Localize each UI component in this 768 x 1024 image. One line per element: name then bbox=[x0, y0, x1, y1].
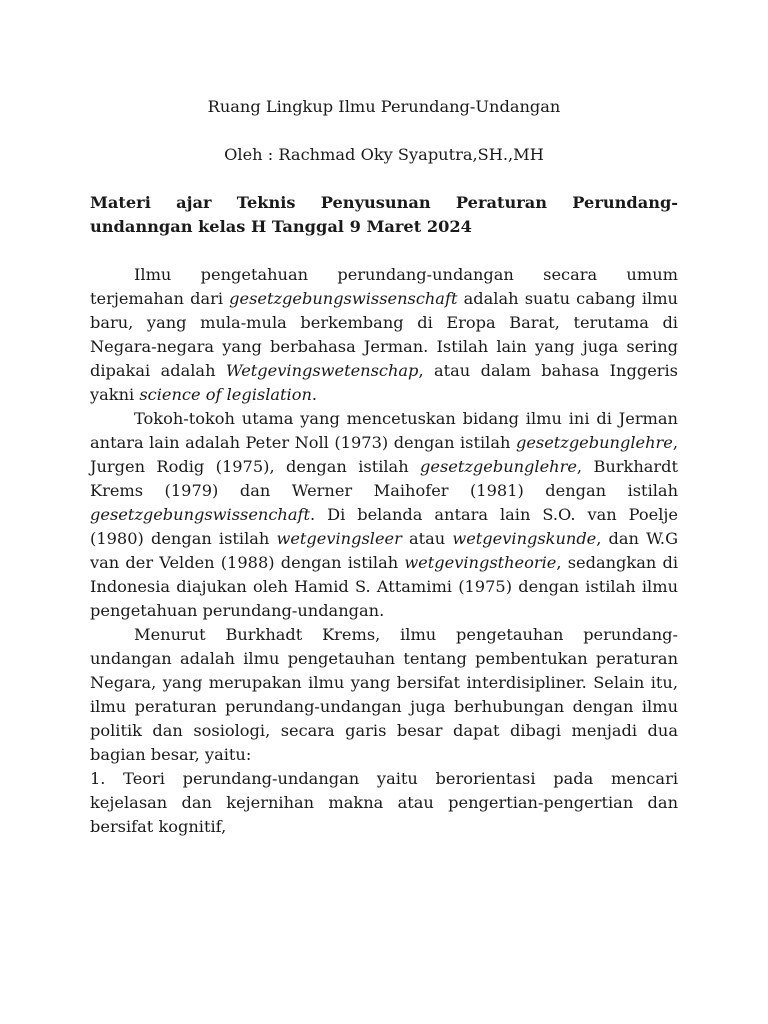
text-run: atau bbox=[401, 529, 453, 548]
italic-term: gesetzgebungswissenschaft bbox=[229, 289, 458, 308]
text-run: , Jurgen Rodig (1975), dengan istilah bbox=[90, 433, 678, 476]
text-run: Menurut Burkhadt Krems, ilmu pengetauhan perundang-undangan adalah ilmu pengetauhan tentang pembentukan peraturan Negara, yang merupakan ilmu yang bersifat interdisipliner. Selain itu, ilmu peraturan perundang-undangan juga berhubungan dengan ilmu politik dan sosiologi, secara garis besar dapat dibagi menjadi dua bagian besar, yaitu: bbox=[90, 625, 678, 764]
italic-term: wetgevingsleer bbox=[276, 529, 402, 548]
document-title: Ruang Lingkup Ilmu Perundang-Undangan bbox=[207, 97, 561, 116]
paragraph-3 bbox=[90, 623, 678, 767]
italic-term: Wetgevingswetenschap bbox=[225, 361, 419, 380]
text-run: , dan W.G van der Velden (1988) dengan istilah bbox=[90, 529, 679, 572]
list-item-1: 1. Teori perundang-undangan yaitu berorientasi pada mencari kejelasan dan kejernihan makna atau pengertian-pengertian dan bersifat kognitif, bbox=[90, 769, 678, 836]
text-run: adalah suatu cabang ilmu baru, yang mula-mula berkembang di Eropa Barat, terutama di Negara-negara yang berbahasa Jerman. Istilah lain yang juga sering dipakai adalah bbox=[90, 289, 678, 380]
italic-term: science of legislation bbox=[139, 385, 312, 404]
italic-term: gesetzgebungswissenchaft bbox=[90, 505, 310, 524]
text-run: Tokoh-tokoh utama yang mencetuskan bidang ilmu ini di Jerman antara lain adalah Peter Noll (1973) dengan istilah bbox=[90, 409, 678, 452]
text-run: . bbox=[311, 385, 318, 404]
text-run: , atau dalam bahasa Inggeris yakni bbox=[90, 361, 678, 404]
document-subject: Materi ajar Teknis Penyusunan Peraturan Perundang-undanngan kelas H Tanggal 9 Maret 2024 bbox=[90, 193, 678, 236]
italic-term: gesetzgebunglehre bbox=[420, 457, 577, 476]
italic-term: gesetzgebunglehre bbox=[515, 433, 673, 452]
italic-term: wetgevingstheorie bbox=[404, 553, 557, 572]
paragraph-2 bbox=[90, 407, 678, 623]
paragraph-1 bbox=[90, 263, 678, 407]
text-run: . Di belanda antara lain S.O. van Poelje (1980) dengan istilah bbox=[90, 505, 678, 548]
text-run: , sedangkan di Indonesia diajukan oleh Hamid S. Attamimi (1975) dengan istilah ilmu pengetahuan perundang-undangan. bbox=[90, 553, 678, 620]
document-page bbox=[90, 95, 678, 839]
text-run: , Burkhardt Krems (1979) dan Werner Maihofer (1981) dengan istilah bbox=[90, 457, 679, 500]
document-author: Oleh : Rachmad Oky Syaputra,SH.,MH bbox=[224, 145, 544, 164]
text-run: Ilmu pengetahuan perundang-undangan secara umum terjemahan dari bbox=[90, 265, 678, 308]
italic-term: wetgevingskunde bbox=[452, 529, 597, 548]
